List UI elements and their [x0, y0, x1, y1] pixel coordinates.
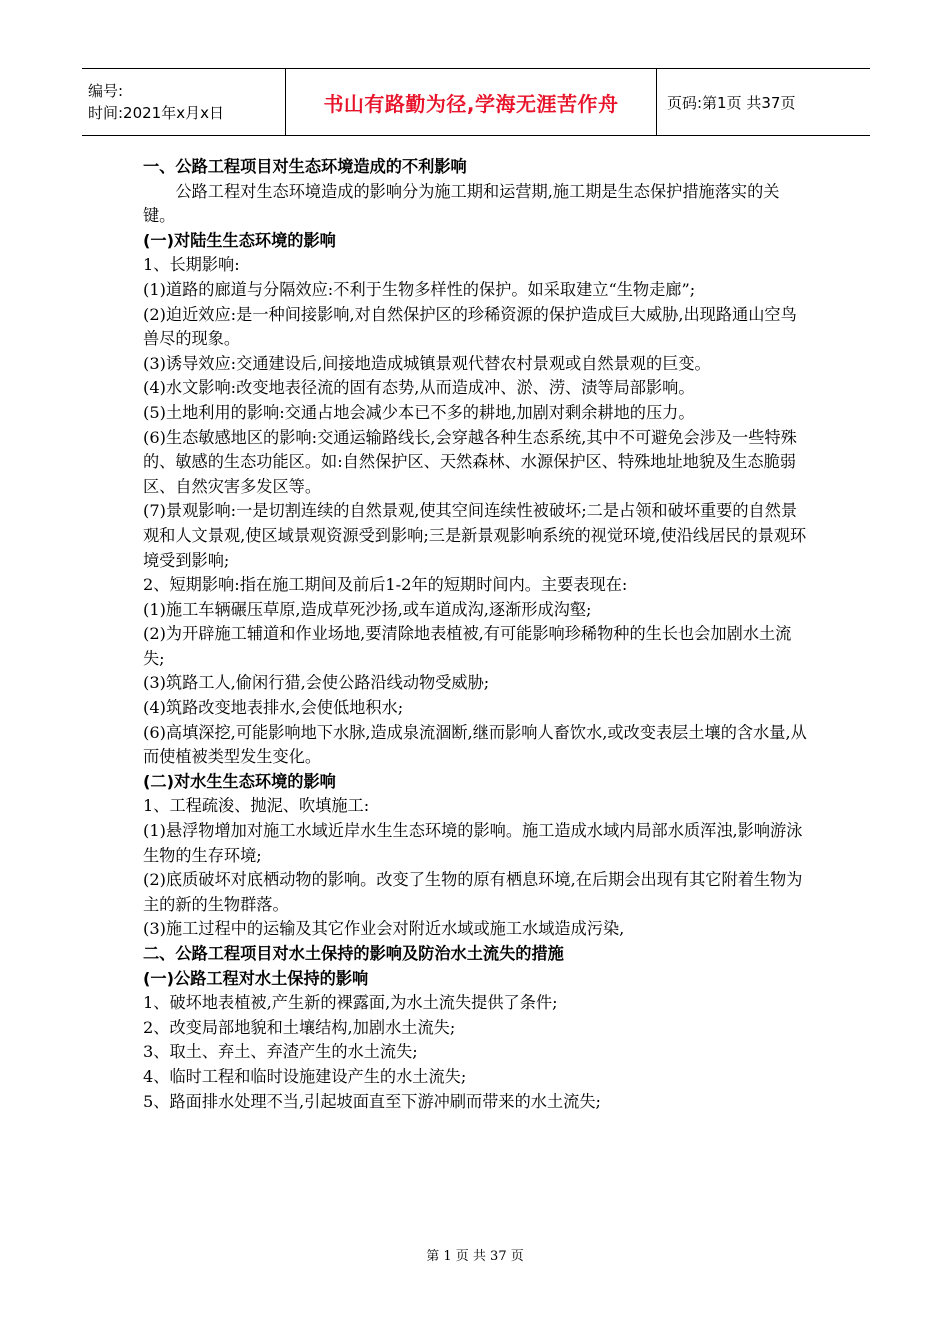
paragraph: (3)筑路工人,偷闲行猎,会使公路沿线动物受威胁;	[143, 673, 490, 693]
section-heading: (一)公路工程对水土保持的影响	[143, 968, 369, 988]
paragraph: 1、工程疏浚、抛泥、吹填施工:	[143, 796, 370, 816]
header-motto: 书山有路勤为径,学海无涯苦作舟	[285, 69, 657, 135]
paragraph: (2)迫近效应:是一种间接影响,对自然保护区的珍稀资源的保护造成巨大威胁,出现路通山空鸟兽尽的现象。	[143, 304, 797, 349]
document-number-label: 编号:	[88, 82, 124, 100]
paragraph: (4)筑路改变地表排水,会使低地积水;	[143, 698, 404, 718]
paragraph: (1)施工车辆碾压草原,造成草死沙扬,或车道成沟,逐渐形成沟壑;	[143, 599, 592, 619]
section-heading: 一、公路工程项目对生态环境造成的不利影响	[143, 157, 467, 176]
paragraph: 4、临时工程和临时设施建设产生的水土流失;	[143, 1066, 467, 1086]
section-heading: (一)对陆生生态环境的影响	[143, 230, 336, 250]
section-heading: (二)对水生生态环境的影响	[143, 771, 336, 791]
paragraph: (6)高填深挖,可能影响地下水脉,造成泉流涸断,继而影响人畜饮水,或改变表层土壤的含水量,从而使植被类型发生变化。	[143, 722, 807, 767]
paragraph: 1、破坏地表植被,产生新的裸露面,为水土流失提供了条件;	[143, 993, 558, 1013]
section-heading: 二、公路工程项目对水土保持的影响及防治水土流失的措施	[143, 944, 564, 963]
paragraph: 公路工程对生态环境造成的影响分为施工期和运营期,施工期是生态保护措施落实的关键。	[143, 181, 780, 226]
paragraph: (5)土地利用的影响:交通占地会减少本已不多的耕地,加剧对剩余耕地的压力。	[143, 402, 695, 422]
paragraph: (1)悬浮物增加对施工水域近岸水生生态环境的影响。施工造成水域内局部水质浑浊,影响游泳生物的生存环境;	[143, 821, 803, 865]
paragraph: 1、长期影响:	[143, 255, 240, 275]
header-meta	[82, 69, 285, 135]
document-date: 时间:2021年x月x日	[88, 104, 224, 122]
paragraph: 2、短期影响:指在施工期间及前后1-2年的短期时间内。主要表现在:	[143, 575, 628, 595]
paragraph: (6)生态敏感地区的影响:交通运输路线长,会穿越各种生态系统,其中不可避免会涉及一些特殊的、敏感的生态功能区。如:自然保护区、天然森林、水源保护区、特殊地址地貌及生态脆弱区、自然灾害多发区等。	[143, 427, 797, 496]
paragraph: (3)施工过程中的运输及其它作业会对附近水域或施工水域造成污染,	[143, 919, 625, 939]
paragraph: (7)景观影响:一是切割连续的自然景观,使其空间连续性被破坏;二是占领和破坏重要的自然景观和人文景观,使区域景观资源受到影响;三是新景观影响系统的视觉环境,使沿线居民的景观环境受到影响;	[143, 501, 807, 570]
paragraph: (1)道路的廊道与分隔效应:不利于生物多样性的保护。如采取建立“生物走廊”;	[143, 279, 696, 299]
paragraph: (2)底质破坏对底栖动物的影响。改变了生物的原有栖息环境,在后期会出现有其它附着生物为主的新的生物群落。	[143, 870, 803, 914]
page-header	[82, 68, 870, 136]
page-footer: 第 1 页 共 37 页	[426, 1249, 524, 1264]
paragraph: (2)为开辟施工辅道和作业场地,要清除地表植被,有可能影响珍稀物种的生长也会加剧水土流失;	[143, 624, 792, 668]
paragraph: 3、取土、弃土、弃渣产生的水土流失;	[143, 1042, 418, 1062]
paragraph: 5、路面排水处理不当,引起坡面直至下游冲刷而带来的水土流失;	[143, 1091, 601, 1111]
document-body	[143, 155, 808, 1114]
paragraph: (4)水文影响:改变地表径流的固有态势,从而造成冲、淤、涝、渍等局部影响。	[143, 378, 695, 398]
paragraph: 2、改变局部地貌和土壤结构,加剧水土流失;	[143, 1017, 456, 1037]
header-page-info: 页码:第1页 共37页	[667, 93, 796, 112]
paragraph: (3)诱导效应:交通建设后,间接地造成城镇景观代替农村景观或自然景观的巨变。	[143, 353, 711, 373]
